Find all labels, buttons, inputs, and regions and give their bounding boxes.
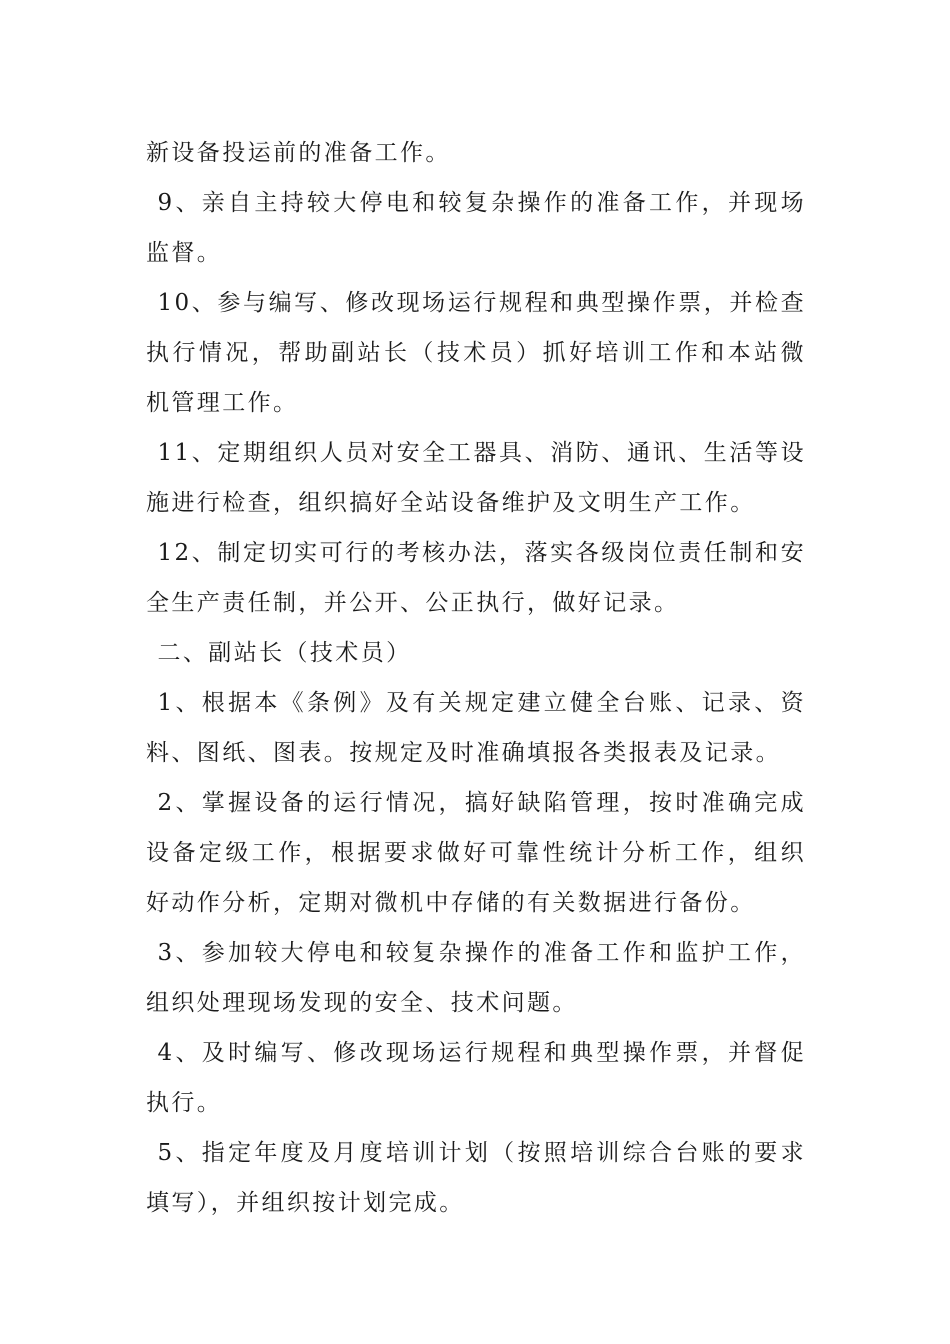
paragraph: 3、参加较大停电和较复杂操作的准备工作和监护工作，组织处理现场发现的安全、技术问题。 [146, 940, 806, 1016]
paragraph: 10、参与编写、修改现场运行规程和典型操作票，并检查执行情况，帮助副站长（技术员）抓好培训工作和本站微机管理工作。 [146, 290, 806, 416]
paragraph: 12、制定切实可行的考核办法，落实各级岗位责任制和安全生产责任制，并公开、公正执行，做好记录。 [146, 540, 806, 616]
paragraph: 1、根据本《条例》及有关规定建立健全台账、记录、资料、图纸、图表。按规定及时准确填报各类报表及记录。 [146, 690, 806, 766]
paragraph: 4、及时编写、修改现场运行规程和典型操作票，并督促执行。 [146, 1040, 806, 1116]
section-heading: 二、副站长（技术员） [157, 640, 412, 666]
paragraph: 9、亲自主持较大停电和较复杂操作的准备工作，并现场监督。 [146, 190, 806, 266]
paragraph: 2、掌握设备的运行情况，搞好缺陷管理，按时准确完成设备定级工作，根据要求做好可靠性统计分析工作，组织好动作分析，定期对微机中存储的有关数据进行备份。 [146, 790, 806, 916]
paragraph: 5、指定年度及月度培训计划（按照培训综合台账的要求填写），并组织按计划完成。 [146, 1140, 806, 1216]
document-body [146, 128, 806, 1228]
paragraph: 新设备投运前的准备工作。 [146, 140, 451, 166]
paragraph: 11、定期组织人员对安全工器具、消防、通讯、生活等设施进行检查，组织搞好全站设备维护及文明生产工作。 [146, 440, 806, 516]
